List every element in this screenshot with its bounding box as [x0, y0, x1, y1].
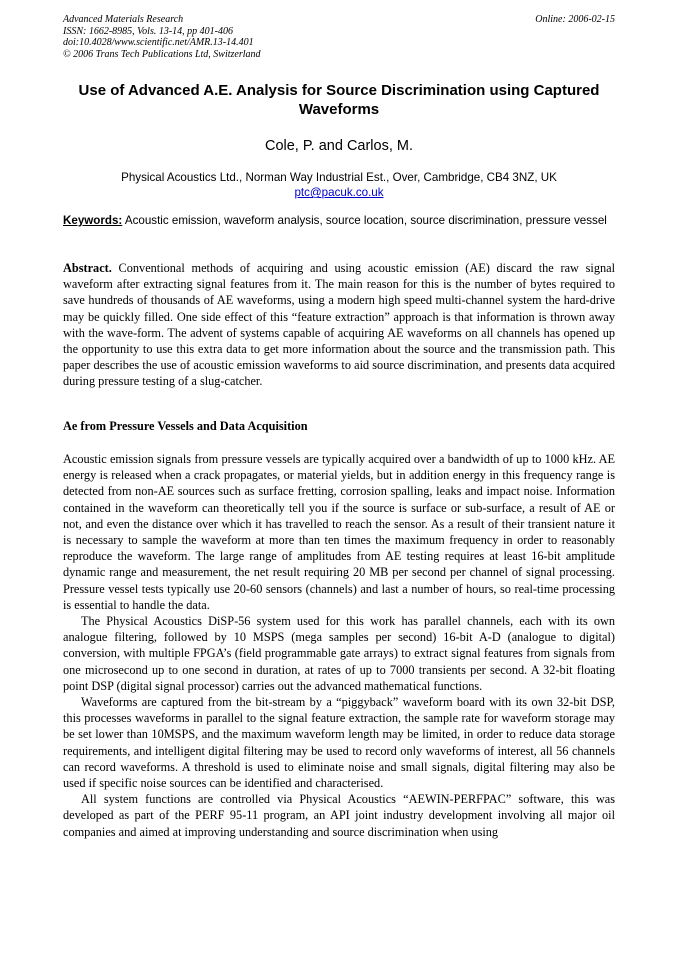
paragraph-3: Waveforms are captured from the bit-stream by a “piggyback” waveform board with its own 32-bit DSP, this processes waveforms in parallel to the signal feature extraction, the sample rate for waveform storage may be set lower than 10MSPS, and the maximum waveform length may be limited, in order to reduce data storage requirements, and intelligent digital filtering may be used to record only waveforms of interest, all 56 channels can record waveforms. A threshold is used to eliminate noise and small signals, digital filtering may also be used if specific noise sources can be identified and characterised. [63, 695, 615, 791]
abstract-label: Abstract. [63, 261, 112, 275]
paragraph-1: Acoustic emission signals from pressure vessels are typically acquired over a bandwidth of up to 1000 kHz. AE energy is released when a crack propagates, or material yields, but in addition energy in this frequency range is detected from non-AE sources such as surface fretting, corrosion spalling, leaks and impact noise. Information contained in the waveform can theoretically tell you if the source is surface or sub-surface, a result of AE or not, and even the distance over which it has travelled to reach the sensor. As a result of their transient nature it is necessary to sample the waveform at more than ten times the maximum frequency in order to reasonably reproduce the waveform. The large range of amplitudes from AE testing requires at least 16-bit amplitude dynamic range and measurement, the net result requiring 20 MB per second per channel of signal processing. Pressure vessel tests typically use 20-60 sensors (channels) and last a number of hours, so real-time processing is essential to handle the data. [63, 452, 615, 612]
abstract-text: Conventional methods of acquiring and using acoustic emission (AE) discard the raw signal waveform after extracting signal features from it. The main reason for this is the number of bytes required to save hundreds of thousands of AE waveforms, using a modern high speed multi-channel system the hard-drive may be quickly filled. One side effect of this “feature extraction” approach is that information is thrown away with the wave-form. The advent of systems capable of acquiring AE waveforms on all channels has opened up the opportunity to use this extra data to get more information about the source and the transmission path. This paper describes the use of acoustic emission waveforms to aid source discrimination, and presents data acquired during pressure testing of a slug-catcher. [63, 261, 615, 389]
journal-name: Advanced Materials Research [63, 14, 184, 25]
issn-line: ISSN: 1662-8985, Vols. 13-14, pp 401-406 [63, 25, 233, 37]
authors: Cole, P. and Carlos, M. [264, 138, 414, 154]
keywords-text: Acoustic emission, waveform analysis, source location, source discrimination, pressure vessel [122, 214, 607, 227]
section-body [63, 451, 615, 840]
email-link[interactable]: ptc@pacuk.co.uk [294, 186, 384, 199]
keywords [63, 213, 615, 228]
affiliation: Physical Acoustics Ltd., Norman Way Industrial Est., Over, Cambridge, CB4 3NZ, UK [121, 171, 557, 184]
paragraph-2: The Physical Acoustics DiSP-56 system used for this work has parallel channels, each with its own analogue filtering, followed by 10 MSPS (mega samples per second) 16-bit A-D (analogue to digital) conversion, with multiple FPGA’s (field programmable gate arrays) to extract signal features from signals from one microsecond up to one second in duration, at rates of up to 7000 transients per second. A 32-bit floating point DSP (digital signal processor) carries out the advanced mathematical functions. [63, 614, 615, 693]
keywords-label: Keywords: [63, 214, 123, 227]
affiliation-block [63, 170, 615, 200]
journal-header [63, 14, 261, 60]
abstract [63, 260, 615, 390]
paper-title: Use of Advanced A.E. Analysis for Source Discrimination using Captured Waveforms [78, 82, 600, 118]
copyright-line: © 2006 Trans Tech Publications Ltd, Switzerland [63, 48, 261, 60]
section-heading: Ae from Pressure Vessels and Data Acquisition [63, 419, 308, 433]
paragraph-4: All system functions are controlled via Physical Acoustics “AEWIN-PERFPAC” software, this was developed as part of the PERF 95-11 program, an API joint industry development involving all major oil companies and aimed at improving understanding and source discrimination when using [63, 792, 615, 839]
doi-line: doi:10.4028/www.scientific.net/AMR.13-14.401 [63, 37, 254, 49]
online-date: Online: 2006-02-15 [535, 14, 615, 25]
